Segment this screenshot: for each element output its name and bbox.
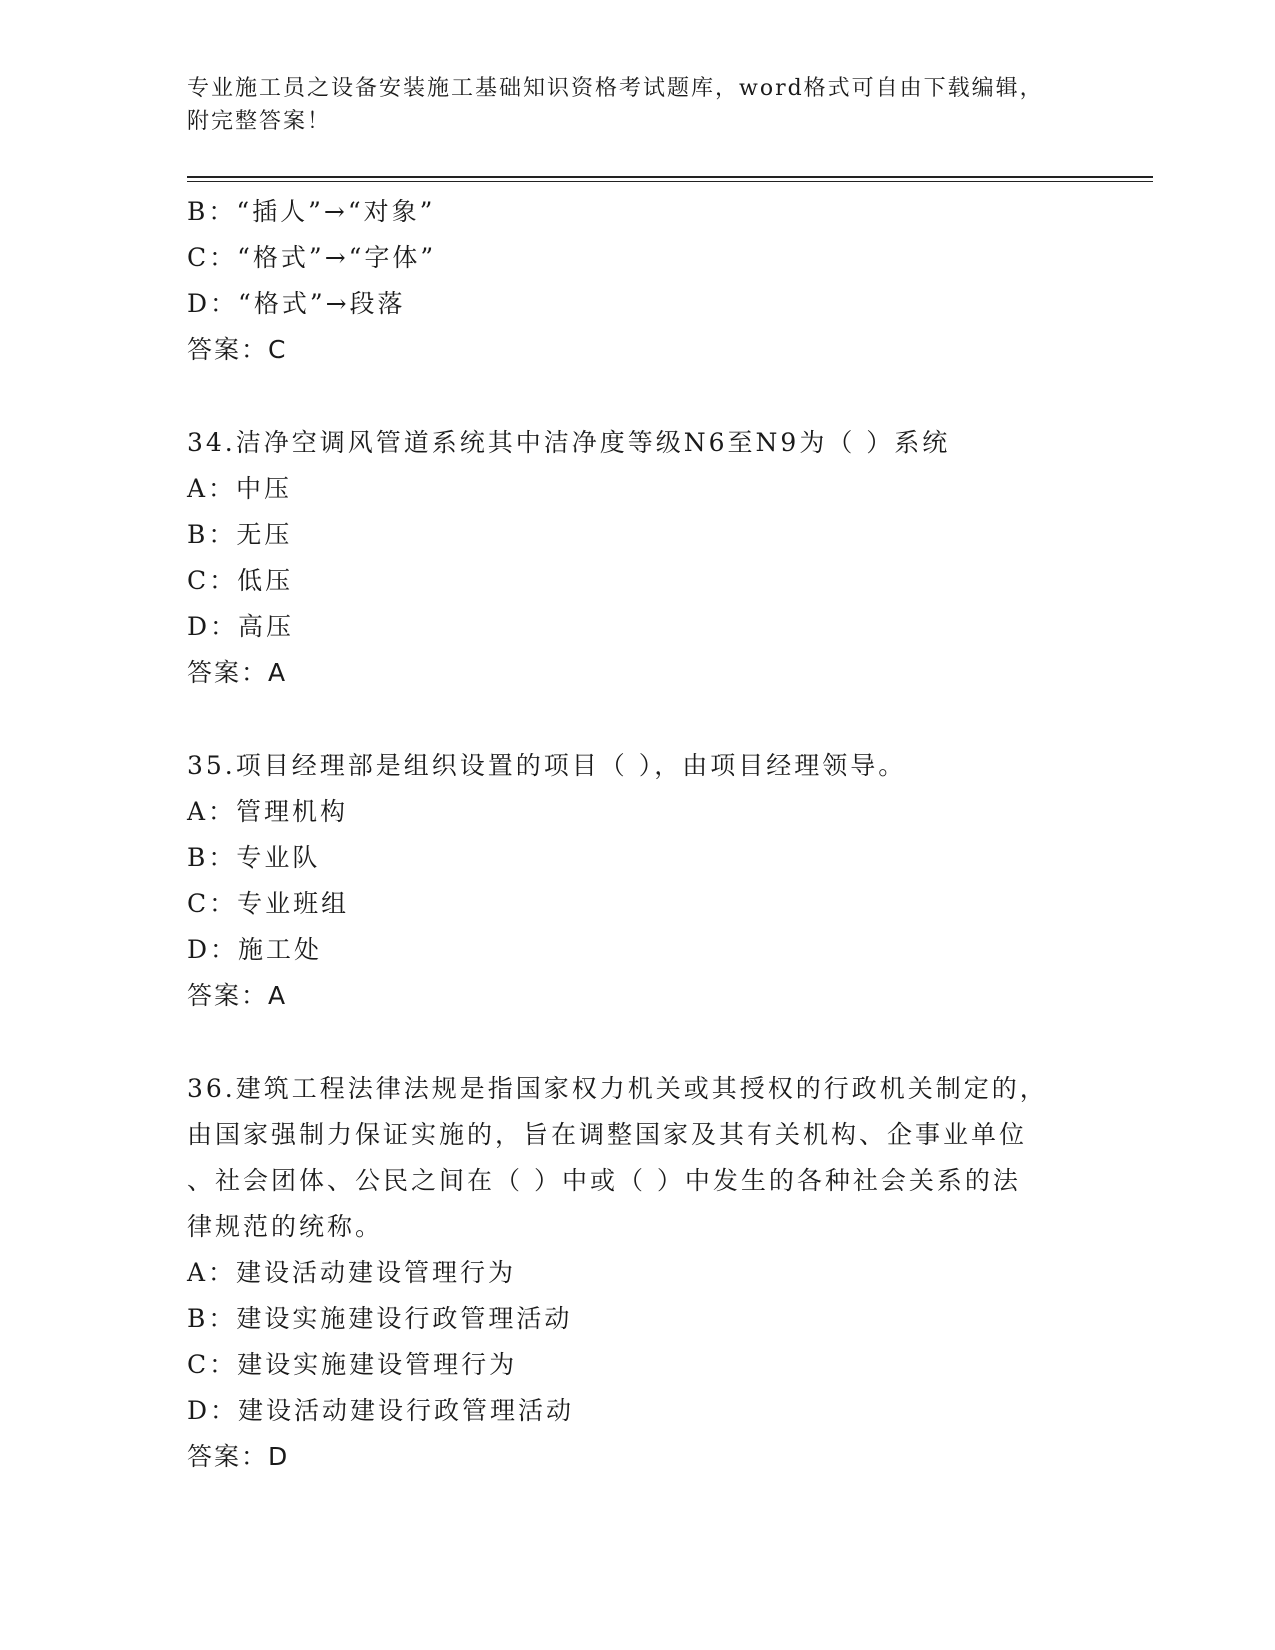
question-stem-line-2: 由国家强制力保证实施的，旨在调整国家及其有关机构、企事业单位 [187,1120,1028,1149]
document-header [187,72,1087,138]
question-33-continued [187,189,1087,373]
option-b: B：“插人”→“对象” [187,197,436,226]
option-d: D：高压 [187,612,295,641]
header-line-1: 专业施工员之设备安装施工基础知识资格考试题库，word格式可自由下载编辑， [187,76,1044,101]
header-divider-thick [187,176,1153,178]
question-34 [187,420,1087,696]
option-d: D：“格式”→段落 [187,289,406,318]
question-list [187,189,1087,1480]
question-stem-line-1: 36.建筑工程法律法规是指国家权力机关或其授权的行政机关制定的， [187,1074,1048,1103]
option-b: B：建设实施建设行政管理活动 [187,1304,573,1333]
option-a: A：建设活动建设管理行为 [187,1258,517,1287]
option-c: C：“格式”→“字体” [187,243,437,272]
option-a: A：管理机构 [187,797,349,826]
answer: 答案：C [187,335,288,364]
option-a: A：中压 [187,474,293,503]
answer: 答案：A [187,981,288,1010]
question-stem: 35.项目经理部是组织设置的项目（ ），由项目经理领导。 [187,751,907,780]
question-36 [187,1066,1087,1480]
option-c: C：低压 [187,566,294,595]
answer: 答案：D [187,1442,290,1471]
question-35 [187,743,1087,1019]
question-stem-line-4: 律规范的统称。 [187,1212,384,1241]
option-b: B：无压 [187,520,293,549]
answer: 答案：A [187,658,288,687]
option-d: D：施工处 [187,935,323,964]
option-b: B：专业队 [187,843,321,872]
question-stem: 34.洁净空调风管道系统其中洁净度等级N6至N9为（ ）系统 [187,428,951,457]
header-line-2: 附完整答案！ [187,109,332,134]
option-d: D：建设活动建设行政管理活动 [187,1396,575,1425]
question-stem-line-3: 、社会团体、公民之间在（ ）中或（ ）中发生的各种社会关系的法 [187,1166,1021,1195]
header-divider-thin [187,181,1153,182]
option-c: C：建设实施建设管理行为 [187,1350,518,1379]
option-c: C：专业班组 [187,889,350,918]
